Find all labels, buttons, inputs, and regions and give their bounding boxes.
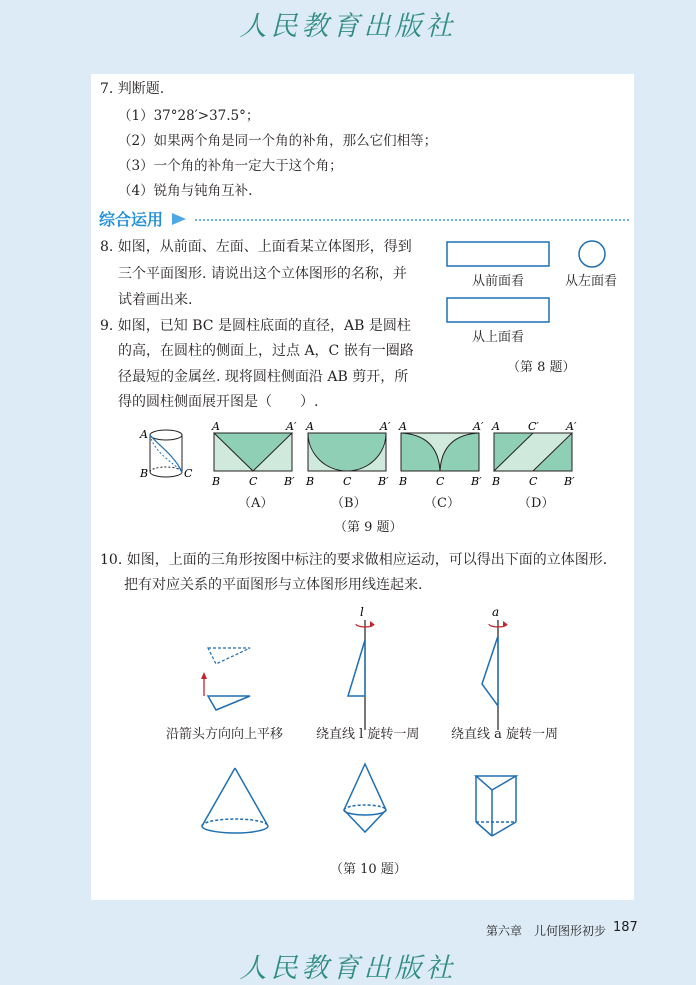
- top-view-label: 从上面看: [472, 330, 525, 345]
- optC-label-A1: A′: [473, 420, 484, 433]
- cyl-label-C: C: [184, 467, 193, 480]
- section-title: 综合运用: [99, 207, 187, 230]
- left-view-circle: [579, 241, 605, 267]
- option-d-diagram: [494, 433, 572, 471]
- option-c-label: （C）: [424, 496, 460, 511]
- play-arrow-icon: [171, 212, 187, 226]
- optD-label-A1: A′: [566, 420, 577, 433]
- motion-rotate-l-label: 绕直线 l 旋转一周: [316, 727, 420, 742]
- top-view-rectangle: [447, 298, 549, 322]
- q8-line-3: 试着画出来.: [118, 292, 193, 308]
- option-a-diagram: [214, 433, 292, 471]
- option-a-label: （A）: [238, 496, 274, 511]
- motion-rotate-a-label: 绕直线 a 旋转一周: [451, 727, 559, 742]
- optB-label-A1: A′: [380, 420, 391, 433]
- publisher-footer: 人民教育出版社: [239, 953, 457, 984]
- rotate-axis-l-diagram: [348, 620, 374, 730]
- q8-line-2: 三个平面图形. 请说出这个立体图形的名称，并: [118, 266, 407, 282]
- optA-label-C: C: [249, 475, 258, 488]
- q9-figure: [130, 415, 590, 495]
- q7-item-2: （2）如果两个角是同一个角的补角，那么它们相等；: [118, 133, 438, 149]
- q9-line-3: 径最短的金属丝. 现将圆柱侧面沿 AB 剪开，所: [118, 369, 409, 385]
- axis-label-a: a: [492, 605, 500, 619]
- q9-line-1: 9. 如图，已知 BC 是圆柱底面的直径，AB 是圆柱: [100, 318, 411, 334]
- optA-label-A: A: [212, 420, 220, 433]
- page-number: 187: [613, 920, 638, 935]
- option-b-label: （B）: [331, 496, 367, 511]
- q7-item-3: （3）一个角的补角一定大于这个角；: [118, 158, 343, 174]
- motion-translate-label: 沿箭头方向向上平移: [166, 727, 284, 742]
- q7-item-1: （1）37°28′>37.5°；: [118, 108, 260, 124]
- optB-label-C: C: [343, 475, 352, 488]
- front-view-rectangle: [447, 242, 549, 266]
- rotate-axis-a-diagram: [482, 620, 507, 730]
- q10-line-2: 把有对应关系的平面图形与立体图形用线连起来.: [124, 577, 423, 593]
- optB-label-A: A: [306, 420, 314, 433]
- publisher-header: 人民教育出版社: [239, 11, 457, 42]
- q10-line-1: 10. 如图，上面的三角形按图中标注的要求做相应运动，可以得出下面的立体图形.: [100, 552, 608, 568]
- cyl-label-A: A: [140, 428, 148, 441]
- q9-line-2: 的高，在圆柱的侧面上，过点 A，C 嵌有一圈路: [118, 343, 414, 359]
- cyl-label-B: B: [140, 467, 149, 480]
- chapter-footer: 第六章 儿何图形初步: [486, 924, 607, 938]
- optA-label-B: B: [212, 475, 221, 488]
- q8-caption: （第 8 题）: [507, 360, 576, 375]
- optD-label-A: A: [492, 420, 500, 433]
- front-view-label: 从前面看: [472, 274, 525, 289]
- cylinder-diagram: [150, 430, 182, 477]
- optC-label-B: B: [399, 475, 408, 488]
- section-divider: [195, 219, 629, 221]
- optB-label-B: B: [306, 475, 315, 488]
- optC-label-C: C: [436, 475, 445, 488]
- optA-label-A1: A′: [286, 420, 297, 433]
- optC-label-A: A: [399, 420, 407, 433]
- q7-title: 7. 判断题.: [100, 81, 165, 97]
- axis-label-l: l: [360, 605, 364, 619]
- option-b-diagram: [308, 433, 386, 471]
- optD-label-C1: C′: [528, 420, 539, 433]
- q9-caption: （第 9 题）: [334, 520, 403, 535]
- translate-triangle-diagram: [201, 648, 250, 710]
- cone-solid: [202, 768, 268, 833]
- optC-label-B1: B′: [471, 475, 482, 488]
- option-c-diagram: [401, 433, 479, 471]
- triangular-prism-solid: [476, 776, 516, 836]
- q7-item-4: （4）锐角与钝角互补.: [118, 183, 253, 199]
- double-cone-solid: [344, 764, 386, 832]
- option-d-label: （D）: [518, 496, 555, 511]
- q10-caption: （第 10 题）: [330, 862, 407, 877]
- optD-label-C: C: [529, 475, 538, 488]
- optB-label-B1: B′: [378, 475, 389, 488]
- left-view-label: 从左面看: [565, 274, 618, 289]
- optA-label-B1: B′: [284, 475, 295, 488]
- q8-line-1: 8. 如图，从前面、左面、上面看某立体图形，得到: [100, 239, 412, 255]
- q9-line-4: 得的圆柱侧面展开图是（ ）.: [118, 394, 319, 410]
- optD-label-B1: B′: [564, 475, 575, 488]
- optD-label-B: B: [492, 475, 501, 488]
